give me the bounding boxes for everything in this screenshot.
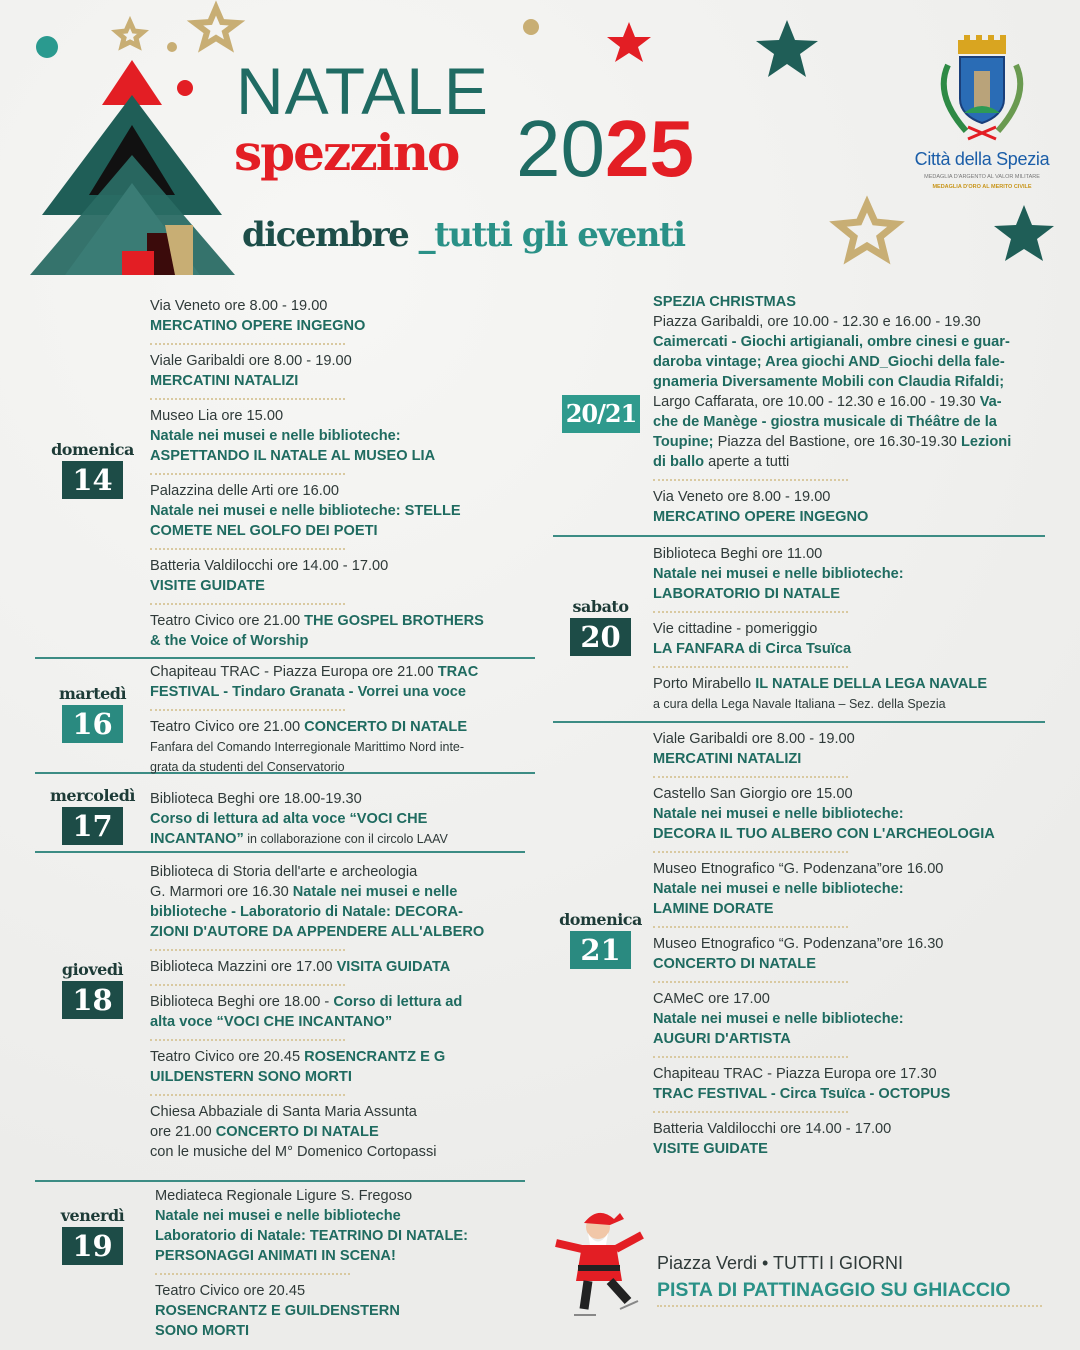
day-label [35,960,150,1019]
event-title: COMETE NEL GOLFO DEI POETI [150,523,378,539]
event-place-time: Biblioteca Beghi ore 18.00 - [150,994,334,1010]
event-line [653,1029,1053,1049]
event-item [150,862,540,942]
event-title: Natale nei musei e nelle biblioteche: [653,1011,904,1027]
event-title: ROSENCRANTZ E GUILDENSTERN [155,1303,400,1319]
medal-gold-text: MEDAGLIA D'ORO AL MERITO CIVILE [932,184,1032,190]
event-line [653,879,1053,899]
event-title: IL NATALE DELLA LEGA NAVALE [755,676,988,692]
event-item [653,487,1053,527]
event-line [653,954,1053,974]
dotted-divider [653,472,1053,487]
event-line [150,1142,540,1162]
event-line [150,406,540,426]
event-item [653,674,1053,714]
day-number-badge: 14 [62,461,122,499]
event-line [150,371,540,391]
event-place-time: Castello San Giorgio ore 15.00 [653,786,853,802]
event-place-time: Biblioteca Mazzini ore 17.00 [150,959,337,975]
event-title: VISITE GUIDATE [653,1141,768,1157]
event-title: Natale nei musei e nelle biblioteche: [150,428,401,444]
day-number-badge: 18 [62,981,122,1019]
event-place-time: Chapiteau TRAC - Piazza Europa ore 21.00 [150,664,438,680]
event-place-time: Museo Etnografico “G. Podenzana”ore 16.30 [653,936,944,952]
event-line [150,902,540,922]
event-title: che de Manège - giostra musicale di Théâtre de la [653,414,997,430]
event-line [653,729,1053,749]
event-line [653,1084,1053,1104]
day-label [35,1206,150,1265]
event-line [150,521,540,541]
event-title: daroba vintage; Area giochi AND_Giochi della fale- [653,354,1005,370]
event-line [653,312,1053,332]
event-line [653,292,1053,312]
event-item [653,859,1053,919]
dotted-divider [150,541,540,556]
subtitle [242,210,685,260]
event-line [150,576,540,596]
event-item [653,619,1053,659]
event-item [155,1186,545,1266]
event-title: ZIONI D'AUTORE DA APPENDERE ALL'ALBERO [150,924,485,940]
event-title: gnameria Diversamente Mobili con Claudia Rifaldi; [653,374,1005,390]
event-title: LABORATORIO DI NATALE [653,586,841,602]
event-line [150,426,540,446]
weekday: giovedì [61,960,124,979]
dotted-divider [653,604,1053,619]
event-line [150,662,540,682]
event-line [653,584,1053,604]
event-line [653,804,1053,824]
dotted-divider [653,919,1053,934]
event-item [653,934,1053,974]
event-title: Natale nei musei e nelle biblioteche: STELLE [150,503,461,519]
dotted-divider [653,1104,1053,1119]
event-line [155,1186,545,1206]
dotted-divider [150,336,540,351]
event-line [653,619,1053,639]
event-line [155,1321,545,1341]
event-title: SPEZIA CHRISTMAS [653,294,796,310]
weekday: domenica [51,440,134,459]
event-title: MERCATINI NATALIZI [653,751,802,767]
event-place-time: Biblioteca Beghi ore 11.00 [653,546,823,562]
event-item [150,406,540,466]
event-line [653,859,1053,879]
event-title: ROSENCRANTZ E G [304,1049,446,1065]
event-title: VISITA GUIDATA [336,959,451,975]
dotted-divider [150,977,540,992]
year-suffix: 25 [604,104,694,193]
event-line [653,639,1053,659]
event-line [653,899,1053,919]
event-line [653,1064,1053,1084]
event-line [150,862,540,882]
event-line [653,544,1053,564]
divider [35,1180,525,1182]
event-place-time: Teatro Civico ore 21.00 [150,719,305,735]
event-line [150,789,540,809]
event-title: FESTIVAL - Tindaro Granata - Vorrei una voce [150,684,466,700]
event-place-time: Vie cittadine - pomeriggio [653,621,818,637]
event-title: TRAC [437,664,479,680]
subtitle-events: _tutti gli eventi [418,215,685,255]
subtitle-month: dicembre [242,215,409,255]
event-title: Natale nei musei e nelle biblioteche: [653,566,904,582]
event-place-time: Museo Etnografico “G. Podenzana”ore 16.00 [653,861,944,877]
event-place-time: Teatro Civico ore 20.45 [150,1049,305,1065]
event-title: Corso di lettura ad [333,994,463,1010]
weekday: sabato [572,597,629,616]
event-line [653,694,1053,714]
event-line [150,631,540,651]
dotted-divider [653,659,1053,674]
weekday: domenica [559,910,642,929]
event-place-time: Batteria Valdilocchi ore 14.00 - 17.00 [653,1121,892,1137]
event-place-time: Viale Garibaldi ore 8.00 - 19.00 [653,731,855,747]
weekday: venerdì [60,1206,125,1225]
event-line [155,1206,545,1226]
event-item [150,1047,540,1087]
event-line [150,882,540,902]
event-line [155,1226,545,1246]
event-item [150,611,540,651]
dotted-divider [657,1305,1042,1307]
event-line [150,1102,540,1122]
event-note: Fanfara del Comando Interregionale Marittimo Nord inte- [150,740,465,754]
skating-place: Piazza Verdi • TUTTI I GIORNI [657,1253,904,1273]
day-label [553,910,648,969]
title-spezzino: spezzino [234,123,459,182]
event-item [653,1119,1053,1159]
event-title: Laboratorio di Natale: TEATRINO DI NATALE: [155,1228,468,1244]
event-item [150,481,540,541]
event-item [653,1064,1053,1104]
day-number-badge: 16 [62,705,122,743]
event-line [150,481,540,501]
event-item [150,992,540,1032]
event-title: biblioteche - Laboratorio di Natale: DECORA- [150,904,463,920]
event-title: Corso di lettura ad alta voce “VOCI CHE [150,811,428,827]
event-place-time: Teatro Civico ore 20.45 [155,1283,306,1299]
event-line [653,392,1053,412]
title-year [516,104,694,194]
event-item [150,662,540,702]
event-place-time: con le musiche del M° Domenico Cortopassi [150,1144,437,1160]
event-line [150,611,540,631]
dotted-divider [150,596,540,611]
event-line [653,1119,1053,1139]
day-events [150,662,540,777]
day-events [653,729,1053,1159]
event-title: AUGURI D'ARTISTA [653,1031,791,1047]
event-line [150,446,540,466]
event-place-time: Largo Caffarata, ore 10.00 - 12.30 e 16.00 - 19.30 [653,394,980,410]
day-label [35,786,150,845]
event-place-time: Porto Mirabello [653,676,756,692]
event-line [653,674,1053,694]
event-note: in collaborazione con il circolo LAAV [243,832,448,846]
day-label [35,684,150,743]
day-number-badge: 17 [62,807,122,845]
dotted-divider [653,844,1053,859]
dotted-divider [150,466,540,481]
event-title: PERSONAGGI ANIMATI IN SCENA! [155,1248,396,1264]
day-number-badge: 19 [62,1227,122,1265]
day-events [150,862,540,1162]
event-place-time: Palazzina delle Arti ore 16.00 [150,483,340,499]
event-line [653,412,1053,432]
event-line [653,432,1053,452]
event-line [150,556,540,576]
event-place-time: Mediateca Regionale Ligure S. Fregoso [155,1188,413,1204]
event-place-time: ore 21.00 [150,1124,216,1140]
event-title: Natale nei musei e nelle biblioteche: [653,806,904,822]
event-title: Va- [979,394,1002,410]
event-title: THE GOSPEL BROTHERS [304,613,484,629]
event-line [653,1009,1053,1029]
event-title: LA FANFARA di Circa Tsuïca [653,641,852,657]
dotted-divider [150,942,540,957]
dotted-divider [150,1087,540,1102]
event-title: Lezioni [960,434,1012,450]
year-prefix: 20 [516,104,605,193]
event-place-time: Museo Lia ore 15.00 [150,408,284,424]
title-natale: NATALE [236,54,489,128]
event-line [150,717,540,737]
event-title: SONO MORTI [155,1323,250,1339]
event-place-time: G. Marmori ore 16.30 [150,884,293,900]
event-line [155,1246,545,1266]
event-line [653,452,1053,472]
event-title: INCANTANO” [150,831,244,847]
event-item [155,1281,545,1341]
event-line [150,351,540,371]
event-place-time: Via Veneto ore 8.00 - 19.00 [653,489,831,505]
event-title: MERCATINO OPERE INGEGNO [653,509,869,525]
event-title: DECORA IL TUO ALBERO CON L'ARCHEOLOGIA [653,826,995,842]
dotted-divider [150,702,540,717]
divider [35,657,535,659]
event-place-time: Piazza Garibaldi, ore 10.00 - 12.30 e 16.00 - 19.30 [653,314,981,330]
divider [35,851,525,853]
day-events [150,296,540,651]
weekday: martedì [58,684,127,703]
event-place-time: Via Veneto ore 8.00 - 19.00 [150,298,328,314]
event-title: ASPETTANDO IL NATALE AL MUSEO LIA [150,448,436,464]
day-label [556,393,646,433]
event-line [653,989,1053,1009]
event-title: Natale nei musei e nelle biblioteche: [653,881,904,897]
event-item [150,296,540,336]
event-line [150,829,540,849]
event-note: a cura della Lega Navale Italiana – Sez. della Spezia [653,697,946,711]
event-line [653,1139,1053,1159]
event-item [653,292,1053,472]
event-place-time: Viale Garibaldi ore 8.00 - 19.00 [150,353,352,369]
event-title: VISITE GUIDATE [150,578,265,594]
event-line [150,682,540,702]
event-line [653,372,1053,392]
event-item [150,1102,540,1162]
event-line [150,1047,540,1067]
event-title: MERCATINO OPERE INGEGNO [150,318,366,334]
event-item [150,957,540,977]
event-item [150,717,540,777]
dotted-divider [653,769,1053,784]
event-line [150,316,540,336]
dotted-divider [150,1032,540,1047]
day-events [150,789,540,849]
day-events [653,544,1053,714]
event-title: Natale nei musei e nelle biblioteche [155,1208,401,1224]
event-note: grata da studenti del Conservatorio [150,760,345,774]
dotted-divider [653,1049,1053,1064]
event-place-time: Batteria Valdilocchi ore 14.00 - 17.00 [150,558,389,574]
city-name: Città della Spezia [914,149,1050,169]
event-place-time: Biblioteca Beghi ore 18.00-19.30 [150,791,362,807]
event-title: alta voce “VOCI CHE INCANTANO” [150,1014,393,1030]
event-title: di ballo [653,454,705,470]
event-line [653,332,1053,352]
event-item [150,556,540,596]
day-events [155,1186,545,1341]
dotted-divider [150,391,540,406]
event-title: TRAC FESTIVAL - Circa Tsuïca - OCTOPUS [653,1086,951,1102]
day-events [653,292,1053,527]
santa-skating-icon [548,1205,648,1325]
dotted-divider [653,974,1053,989]
event-place-time: aperte a tutti [704,454,790,470]
event-line [155,1281,545,1301]
event-line [150,992,540,1012]
event-title: CONCERTO DI NATALE [653,956,816,972]
event-title: Toupine; [653,434,714,450]
event-line [653,507,1053,527]
event-line [653,934,1053,954]
event-place-time: Chapiteau TRAC - Piazza Europa ore 17.30 [653,1066,937,1082]
event-place-time: Piazza del Bastione, ore 16.30-19.30 [713,434,961,450]
day-label [35,440,150,499]
event-line [155,1301,545,1321]
event-line [150,1012,540,1032]
city-coat-of-arms-icon [930,35,1034,145]
divider [553,721,1045,723]
day-number-badge: 20 [570,618,630,656]
event-place-time: Teatro Civico ore 21.00 [150,613,305,629]
day-label [553,597,648,656]
event-title: CONCERTO DI NATALE [215,1124,379,1140]
event-line [653,824,1053,844]
event-place-time: CAMeC ore 17.00 [653,991,770,1007]
event-title: Caimercati - Giochi artigianali, ombre cinesi e guar- [653,334,1010,350]
event-line [150,809,540,829]
event-line [653,784,1053,804]
event-line [150,957,540,977]
event-title: UILDENSTERN SONO MORTI [150,1069,352,1085]
event-item [150,351,540,391]
event-item [653,544,1053,604]
event-place-time: Chiesa Abbaziale di Santa Maria Assunta [150,1104,417,1120]
day-number-badge: 21 [570,931,630,969]
day-number-badge: 20/21 [562,395,641,433]
event-title: MERCATINI NATALIZI [150,373,299,389]
weekday: mercoledì [50,786,135,805]
event-line [150,737,540,757]
event-line [150,922,540,942]
event-item [653,729,1053,769]
event-line [150,1067,540,1087]
event-item [653,784,1053,844]
event-title: Natale nei musei e nelle [292,884,458,900]
event-title: CONCERTO DI NATALE [304,719,468,735]
event-place-time: Biblioteca di Storia dell'arte e archeologia [150,864,418,880]
event-line [653,487,1053,507]
event-title: LAMINE DORATE [653,901,774,917]
event-line [653,352,1053,372]
event-line [653,564,1053,584]
event-item [150,789,540,849]
dotted-divider [155,1266,545,1281]
event-line [150,296,540,316]
event-line [150,1122,540,1142]
divider [553,535,1045,537]
medal-silver-text: MEDAGLIA D'ARGENTO AL VALOR MILITARE [924,174,1040,180]
event-line [150,757,540,777]
event-line [653,749,1053,769]
event-title: & the Voice of Worship [150,633,309,649]
event-line [150,501,540,521]
skating-title: PISTA DI PATTINAGGIO SU GHIACCIO [657,1279,1011,1301]
event-item [653,989,1053,1049]
